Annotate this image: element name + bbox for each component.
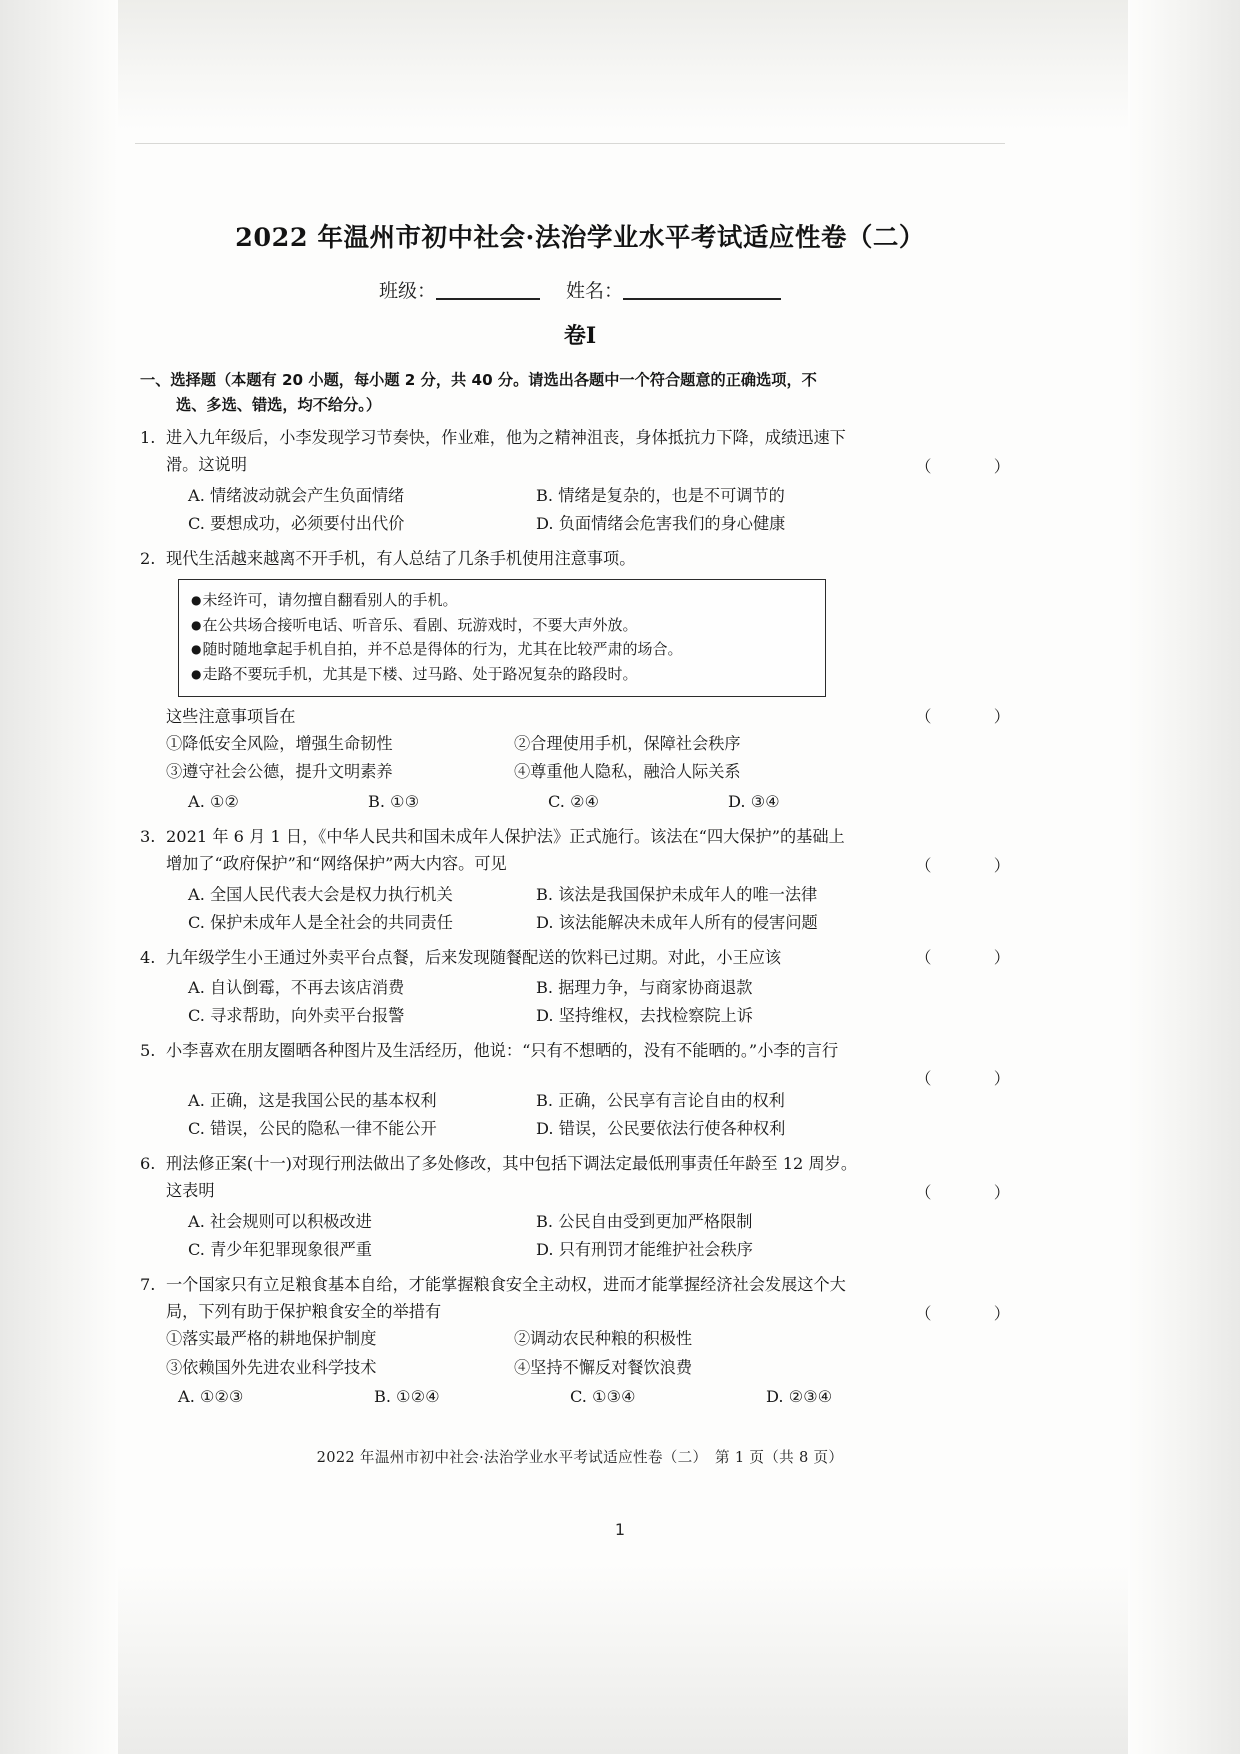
question-5-stem-line1: 小李喜欢在朋友圈晒各种图片及生活经历，他说：“只有不想晒的，没有不能晒的。”小李的言行 (166, 1041, 839, 1061)
question-5-option-b[interactable]: B. 正确，公民享有言论自由的权利 (536, 1090, 785, 1110)
question-6-option-d[interactable]: D. 只有刑罚才能维护社会秩序 (536, 1239, 753, 1259)
question-7-choice-c[interactable]: C. ①③④ (570, 1387, 636, 1407)
option-row (188, 1087, 1020, 1115)
question-4-answer-bracket[interactable]: （ ） (915, 947, 1020, 967)
question-2-item-4: ④尊重他人隐私，融洽人际关系 (514, 762, 741, 782)
question-3 (140, 823, 1020, 877)
question-4-stem-line1: 九年级学生小王通过外卖平台点餐，后来发现随餐配送的饮料已过期。对此，小王应该 (166, 947, 782, 967)
question-7-stem-line2: 局，下列有助于保护粮食安全的举措有 (166, 1302, 442, 1322)
question-1-answer-bracket[interactable]: （ ） (915, 457, 1020, 477)
question-4-option-d[interactable]: D. 坚持维权，去找检察院上诉 (536, 1006, 753, 1026)
question-5 (140, 1037, 1020, 1064)
question-1-stem-line1: 进入九年级后，小李发现学习节奏快，作业难，他为之精神沮丧，身体抵抗力下降，成绩迅速下 (166, 428, 846, 448)
section-description-line2: 选、多选、错选，均不给分。） (176, 395, 382, 414)
bullet-icon: ● (191, 667, 202, 682)
question-2-items-row (140, 730, 1020, 759)
page-footer: 2022 年温州市初中社会·法治学业水平考试适应性卷（二） 第 1 页（共 8 页） (316, 1448, 844, 1466)
class-input-blank[interactable] (436, 298, 540, 300)
scan-edge-right (1128, 0, 1240, 1754)
option-row (188, 909, 1020, 937)
question-3-stem-line2: 增加了“政府保护”和“网络保护”两大内容。可见 (166, 854, 507, 874)
question-7-item-2: ②调动农民种粮的积极性 (514, 1329, 693, 1349)
name-label: 姓名： (566, 280, 624, 302)
question-1-number: 1. (140, 428, 156, 448)
section-label: 一、选择题 (140, 371, 216, 389)
question-7-choice-a[interactable]: A. ①②③ (178, 1387, 244, 1407)
question-5-number: 5. (140, 1041, 156, 1061)
section-heading (140, 368, 1020, 417)
question-6-number: 6. (140, 1154, 156, 1174)
name-input-blank[interactable] (623, 298, 781, 300)
option-row (188, 510, 1020, 538)
question-2-item-2: ②合理使用手机，保障社会秩序 (514, 733, 741, 753)
section-description-line1: （本题有 20 小题，每小题 2 分，共 40 分。请选出各题中一个符合题意的正确选项，不 (215, 371, 817, 389)
student-identity-line (140, 276, 1020, 303)
question-5-option-d[interactable]: D. 错误，公民要依法行使各种权利 (536, 1118, 786, 1138)
question-6 (140, 1150, 1020, 1204)
question-4 (140, 944, 1020, 971)
option-row (188, 1236, 1020, 1264)
question-4-option-a[interactable]: A. 自认倒霉，不再去该店消费 (188, 978, 405, 998)
option-row (188, 974, 1020, 1002)
question-3-options (140, 881, 1020, 937)
question-3-option-b[interactable]: B. 该法是我国保护未成年人的唯一法律 (536, 884, 818, 904)
question-7-choice-d[interactable]: D. ②③④ (766, 1387, 833, 1407)
page-title: 2022 年温州市初中社会·法治学业水平考试适应性卷（二） (235, 223, 925, 253)
question-2-choice-c[interactable]: C. ②④ (548, 791, 600, 811)
question-2-choice-a[interactable]: A. ①② (188, 791, 240, 811)
option-row (188, 482, 1020, 510)
question-7-choices (140, 1382, 1020, 1411)
question-2-choice-d[interactable]: D. ③④ (728, 791, 780, 811)
question-2-items-row (140, 758, 1020, 787)
question-6-option-c[interactable]: C. 青少年犯罪现象很严重 (188, 1239, 372, 1259)
question-5-option-a[interactable]: A. 正确，这是我国公民的基本权利 (188, 1090, 437, 1110)
header-rule (135, 143, 1005, 144)
option-row (188, 1208, 1020, 1236)
option-row (188, 1002, 1020, 1030)
question-1-option-d[interactable]: D. 负面情绪会危害我们的身心健康 (536, 513, 786, 533)
question-3-option-c[interactable]: C. 保护未成年人是全社会的共同责任 (188, 912, 453, 932)
question-4-options (140, 974, 1020, 1030)
question-1-option-c[interactable]: C. 要想成功，必须要付出代价 (188, 513, 405, 533)
question-3-option-a[interactable]: A. 全国人民代表大会是权力执行机关 (188, 884, 453, 904)
info-box-line: ●走路不要玩手机，尤其是下楼、过马路、处于路况复杂的路段时。 (191, 665, 638, 684)
question-4-option-b[interactable]: B. 据理力争，与商家协商退款 (536, 978, 753, 998)
question-2 (140, 545, 1020, 572)
question-2-answer-bracket[interactable]: （ ） (915, 706, 1020, 726)
question-7 (140, 1271, 1020, 1325)
question-5-option-c[interactable]: C. 错误，公民的隐私一律不能公开 (188, 1118, 437, 1138)
question-1-stem-line2: 滑。这说明 (166, 455, 247, 475)
question-1-option-b[interactable]: B. 情绪是复杂的，也是不可调节的 (536, 485, 785, 505)
question-7-items-row (140, 1325, 1020, 1354)
question-2-item-1: ①降低安全风险，增强生命韧性 (166, 733, 393, 753)
paper-part-heading: 卷Ⅰ (563, 323, 597, 349)
question-2-leadin: 这些注意事项旨在 (166, 706, 296, 726)
question-6-answer-bracket[interactable]: （ ） (915, 1183, 1020, 1203)
scan-edge-left (0, 0, 118, 1754)
question-7-item-1: ①落实最严格的耕地保护制度 (166, 1329, 377, 1349)
question-2-item-3: ③遵守社会公德，提升文明素养 (166, 762, 393, 782)
question-7-number: 7. (140, 1274, 156, 1294)
question-3-answer-bracket[interactable]: （ ） (915, 856, 1020, 876)
question-1-options (140, 482, 1020, 538)
scan-edge-bottom (0, 1564, 1240, 1754)
question-7-item-4: ④坚持不懈反对餐饮浪费 (514, 1357, 693, 1377)
question-2-choice-b[interactable]: B. ①③ (368, 791, 420, 811)
bullet-icon: ● (191, 617, 202, 632)
question-2-number: 2. (140, 549, 156, 569)
question-2-leadin-row (140, 703, 1020, 730)
question-3-stem-line1: 2021 年 6 月 1 日，《中华人民共和国未成年人保护法》正式施行。该法在“四大保护”的基础上 (166, 827, 845, 847)
question-7-choice-b[interactable]: B. ①②④ (374, 1387, 440, 1407)
question-7-items-row (140, 1354, 1020, 1383)
question-2-choices (140, 787, 1020, 816)
question-5-options (140, 1087, 1020, 1143)
bullet-icon: ● (191, 642, 202, 657)
question-7-item-3: ③依赖国外先进农业科学技术 (166, 1357, 377, 1377)
class-label: 班级： (378, 280, 436, 302)
exam-paper-body (140, 150, 1020, 1467)
question-6-option-b[interactable]: B. 公民自由受到更加严格限制 (536, 1211, 753, 1231)
question-4-option-c[interactable]: C. 寻求帮助，向外卖平台报警 (188, 1006, 405, 1026)
question-1 (140, 424, 1020, 478)
question-3-option-d[interactable]: D. 该法能解决未成年人所有的侵害问题 (536, 912, 818, 932)
info-box-line: ●随时随地拿起手机自拍，并不总是得体的行为，尤其在比较严肃的场合。 (191, 640, 683, 659)
question-6-stem-line1: 刑法修正案(十一)对现行刑法做出了多处修改，其中包括下调法定最低刑事责任年龄至 12 周岁。 (166, 1154, 858, 1174)
question-5-bracket-row (140, 1065, 1020, 1087)
info-box-line: ●在公共场合接听电话、听音乐、看剧、玩游戏时，不要大声外放。 (191, 615, 638, 634)
page-number: 1 (614, 1520, 626, 1539)
question-2-stem-line1: 现代生活越来越离不开手机，有人总结了几条手机使用注意事项。 (166, 549, 636, 569)
bullet-icon: ● (191, 593, 202, 608)
scan-edge-top (0, 0, 1240, 130)
option-row (188, 1115, 1020, 1143)
info-box-line: ●未经许可，请勿擅自翻看别人的手机。 (191, 591, 458, 610)
question-6-options (140, 1208, 1020, 1264)
question-7-answer-bracket[interactable]: （ ） (915, 1303, 1020, 1323)
question-5-answer-bracket[interactable]: （ ） (915, 1068, 1020, 1088)
question-2-info-box (178, 579, 826, 696)
question-7-stem-line1: 一个国家只有立足粮食基本自给，才能掌握粮食安全主动权，进而才能掌握经济社会发展这个大 (166, 1274, 846, 1294)
option-row (188, 881, 1020, 909)
question-3-number: 3. (140, 827, 156, 847)
question-4-number: 4. (140, 947, 156, 967)
question-6-stem-line2: 这表明 (166, 1181, 215, 1201)
question-6-option-a[interactable]: A. 社会规则可以积极改进 (188, 1211, 372, 1231)
question-1-option-a[interactable]: A. 情绪波动就会产生负面情绪 (188, 485, 405, 505)
